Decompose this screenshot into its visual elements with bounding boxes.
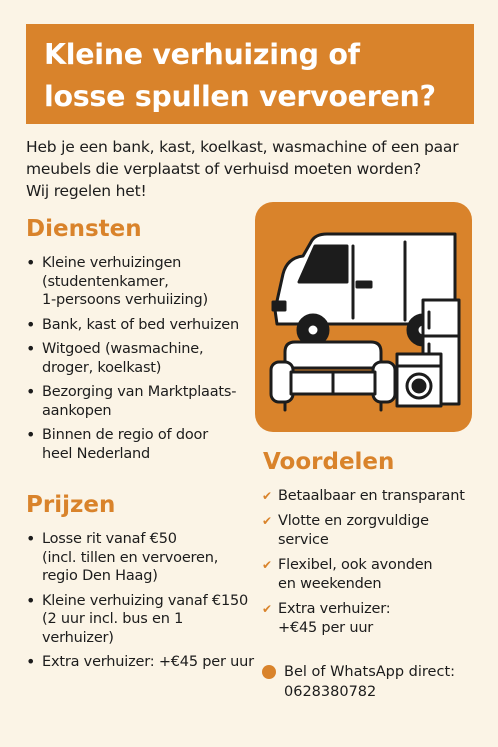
prijzen-item: [26, 592, 266, 648]
prijzen-item: [26, 653, 266, 672]
voordelen-item-line: service: [278, 532, 329, 548]
voordelen-item: [262, 600, 482, 638]
header-banner: [26, 24, 474, 124]
phone-icon: [262, 665, 276, 679]
contact-text: [262, 662, 482, 702]
check-icon: ✔: [262, 489, 272, 503]
diensten-item-line: Bank, kast of bed verhuizen: [42, 316, 239, 333]
diensten-heading: Diensten: [26, 216, 142, 242]
contact-block[interactable]: [262, 662, 482, 702]
van-furniture-illustration: [255, 202, 472, 432]
check-icon: ✔: [262, 558, 272, 572]
intro-line-1: Heb je een bank, kast, koelkast, wasmachine of een paar: [26, 138, 459, 156]
moving-illustration: [255, 202, 472, 432]
prijzen-list: [26, 530, 266, 678]
voordelen-item-line: Vlotte en zorgvuldige: [278, 513, 429, 529]
diensten-item-line: Kleine verhuizingen: [42, 255, 182, 271]
diensten-item-line: (studentenkamer,: [42, 273, 169, 290]
voordelen-item-line: +€45 per uur: [278, 620, 374, 636]
diensten-item-line: aankopen: [42, 402, 112, 419]
diensten-item-line: Binnen de regio of door: [42, 427, 208, 443]
voordelen-item-line: Betaalbaar en transparant: [278, 488, 465, 504]
voordelen-item-line: Flexibel, ook avonden: [278, 557, 433, 573]
diensten-item-line: droger, koelkast): [42, 359, 162, 376]
page-title: [44, 34, 458, 118]
voordelen-heading: Voordelen: [263, 449, 395, 475]
diensten-list: [26, 254, 256, 469]
prijzen-item-line: (incl. tillen en vervoeren,: [42, 549, 219, 566]
diensten-item-line: 1-persoons verhuiizing): [42, 292, 208, 308]
diensten-item: [26, 340, 256, 377]
prijzen-item-line: verhuizer): [42, 629, 114, 646]
contact-line-1: Bel of WhatsApp direct:: [284, 664, 456, 680]
voordelen-item-line: Extra verhuizer:: [278, 601, 391, 617]
diensten-item: [26, 383, 256, 420]
diensten-item: [26, 254, 256, 310]
title-line-2: losse spullen vervoeren?: [44, 80, 436, 113]
diensten-item-line: Witgoed (wasmachine,: [42, 341, 204, 357]
contact-phone-number[interactable]: 0628380782: [284, 684, 377, 700]
sofa-icon: [271, 342, 395, 410]
diensten-item-line: heel Nederland: [42, 445, 151, 462]
diensten-item-line: Bezorging van Marktplaats-: [42, 384, 237, 400]
prijzen-item-line: Extra verhuizer: +€45 per uur: [42, 654, 254, 670]
prijzen-item-line: regio Den Haag): [42, 568, 158, 584]
title-line-1: Kleine verhuizing of: [44, 38, 360, 71]
voordelen-item-line: en weekenden: [278, 576, 382, 592]
voordelen-item: [262, 556, 482, 594]
intro-line-3: Wij regelen het!: [26, 182, 147, 200]
prijzen-item-line: (2 uur incl. bus en 1: [42, 611, 184, 627]
prijzen-item-line: Losse rit vanaf €50: [42, 531, 177, 547]
prijzen-heading: Prijzen: [26, 492, 116, 518]
voordelen-item: [262, 487, 482, 506]
intro-line-2: meubels die verplaatst of verhuisd moeten worden?: [26, 160, 421, 178]
washing-machine-icon: [397, 354, 441, 406]
prijzen-item: [26, 530, 266, 586]
diensten-item: [26, 316, 256, 335]
voordelen-list: [262, 487, 482, 644]
check-icon: ✔: [262, 514, 272, 528]
intro-text: [26, 136, 474, 202]
check-icon: ✔: [262, 602, 272, 616]
prijzen-item-line: Kleine verhuizing vanaf €150: [42, 592, 249, 609]
voordelen-item: [262, 512, 482, 550]
diensten-item: [26, 426, 256, 463]
